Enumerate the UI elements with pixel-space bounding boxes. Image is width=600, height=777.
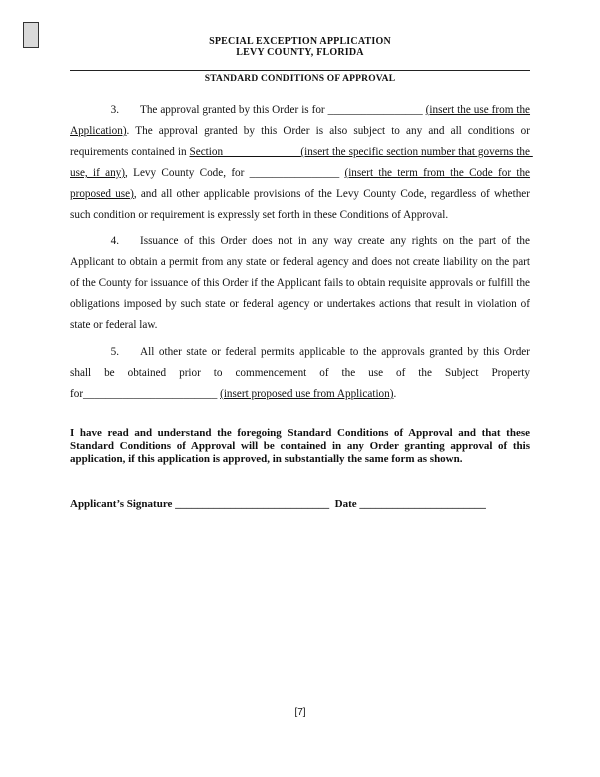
condition-3-number: 3. — [110, 104, 119, 116]
condition-3-blank-2[interactable]: ________________ — [249, 167, 340, 179]
date-label: Date — [334, 498, 357, 510]
condition-3-instruction-1: (insert the use from the Application) — [70, 104, 531, 137]
section-title: STANDARD CONDITIONS OF APPROVAL — [204, 74, 396, 84]
condition-3-instruction-3: (insert the term from the Code for the proposed use) — [70, 167, 531, 200]
condition-3: 3. The approval granted by this Order is for _________________ (insert the use from the Application). The approval granted by this Order is also subject to any and all conditions or requirements contained in Section (insert the specific section number that governs the use, if any), Levy County Code, for ________________ (insert the term from the Code for the proposed use), and all other applicable provisions of the Levy County Code, regardless of whether such condition or requirement is expressly set forth in these Conditions of Approval. — [70, 100, 530, 226]
page-number: [7] — [294, 707, 306, 718]
condition-5-instruction: (insert proposed use from Application) — [220, 388, 394, 400]
condition-4 — [70, 231, 530, 336]
condition-5: 5. All other state or federal permits applicable to the approvals granted by this Order shall be obtained prior to commencement of the use of the Subject Property for________________________ (insert proposed use from Application). — [70, 342, 530, 405]
acknowledgement-statement: I have read and understand the foregoing Standard Conditions of Approval and that these Standard Conditions of Approval will be contained in any Order granting approval of this application, if this application is approved, in substantially the same form as shown. — [70, 427, 530, 465]
applicant-signature-label: Applicant’s Signature — [70, 498, 173, 510]
condition-4-number: 4. — [110, 235, 119, 247]
header-divider — [70, 70, 530, 71]
condition-5-text-a: All other state or federal permits applicable to the approvals granted by this Order shall be obtained prior to commencement of the use of the Subject Property for — [70, 346, 530, 400]
condition-5-number: 5. — [110, 346, 119, 358]
document-title: SPECIAL EXCEPTION APPLICATION — [209, 36, 391, 47]
date-field[interactable]: _______________________ — [359, 498, 486, 510]
condition-4-text: Issuance of this Order does not in any way create any rights on the part of the Applicant to obtain a permit from any state or federal agency and does not create liability on the part of the County for issuance of this Order if the Applicant fails to obtain requisite approvals or fulfill the obligations imposed by such state or federal agency or undertakes actions that result in violation of state or federal law. — [70, 235, 530, 331]
condition-3-blank-1[interactable]: _________________ — [327, 104, 423, 116]
applicant-signature-field[interactable]: ____________________________ — [175, 498, 330, 510]
condition-3-text-a: The approval granted by this Order is for — [140, 104, 328, 116]
document-subtitle: LEVY COUNTY, FLORIDA — [236, 47, 364, 58]
condition-3-instruction-2: Section (insert the specific section number that governs the use, if any) — [70, 146, 533, 179]
condition-5-blank[interactable]: ________________________ — [83, 388, 218, 400]
signature-row — [70, 498, 530, 510]
